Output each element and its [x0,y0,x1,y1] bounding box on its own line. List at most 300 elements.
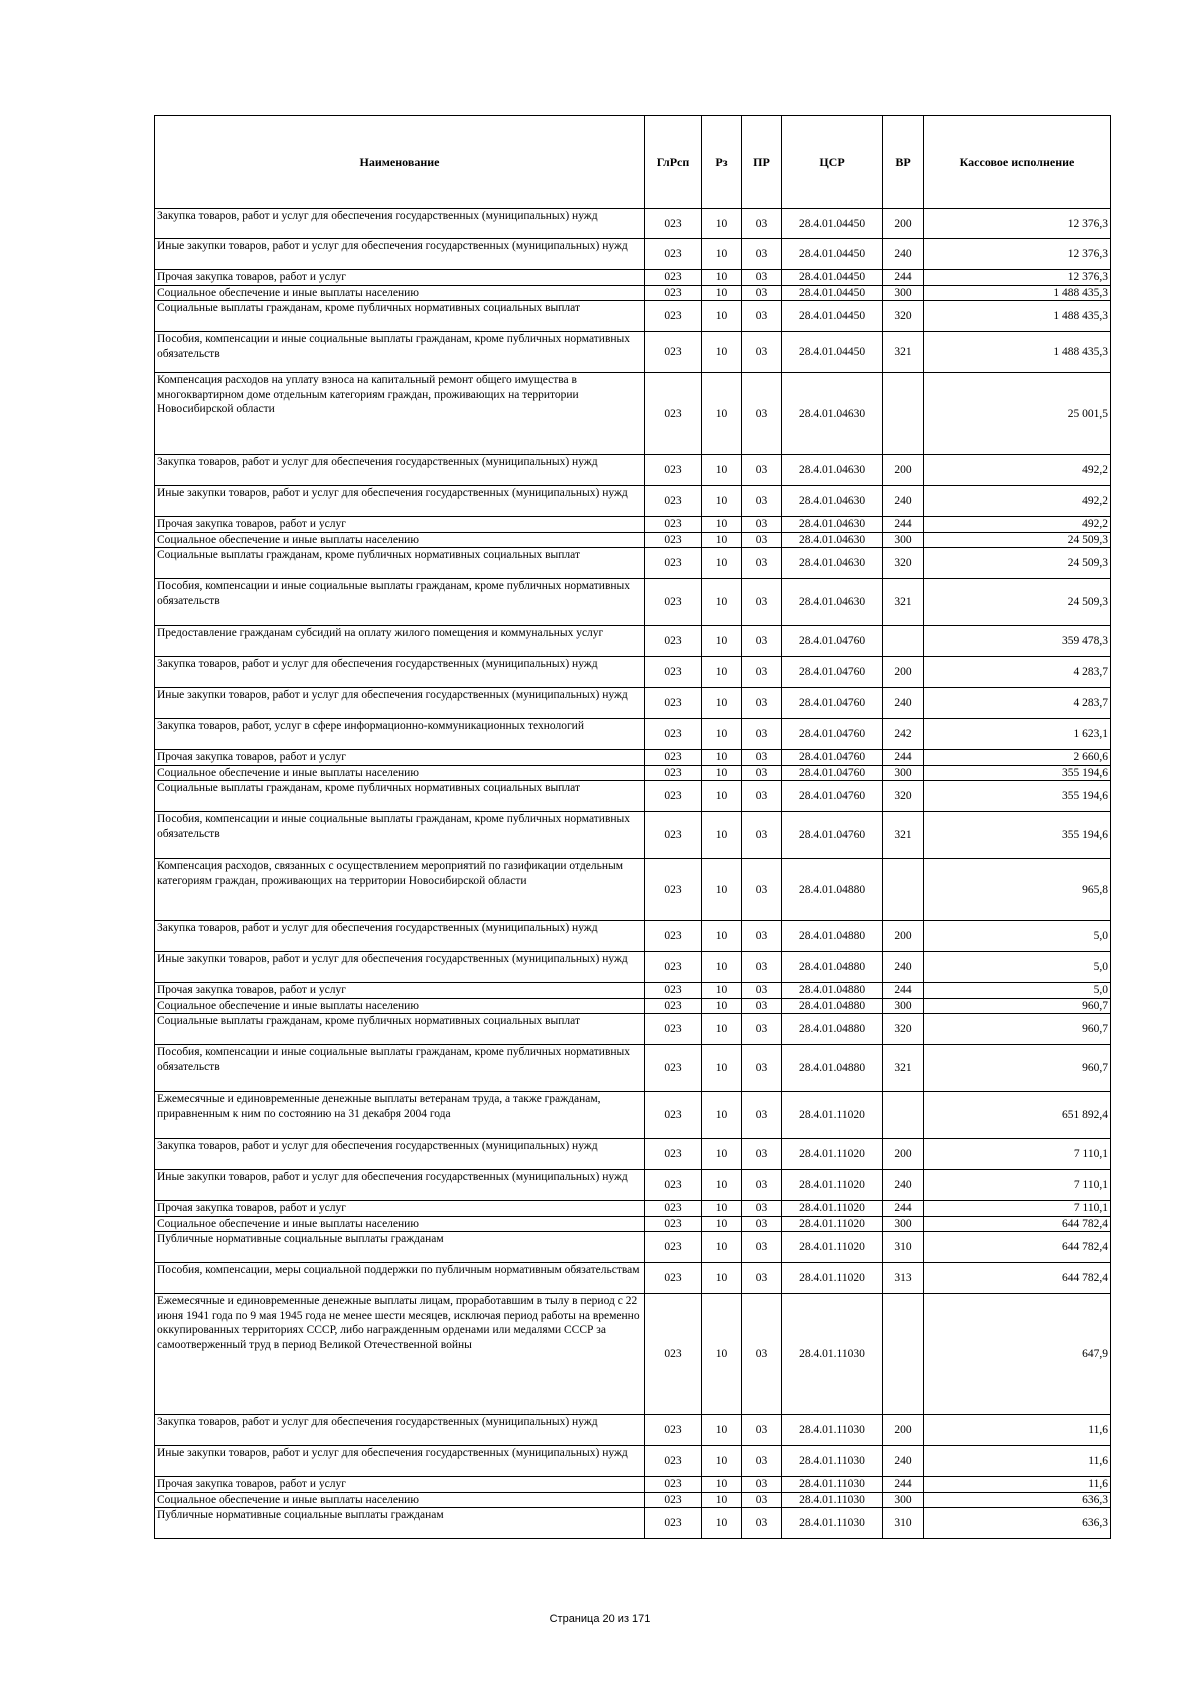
cell-vr: 300 [883,1492,924,1508]
cell-glrsp: 023 [645,626,702,657]
cell-pr: 03 [742,657,782,688]
cell-name: Прочая закупка товаров, работ и услуг [155,1201,645,1217]
cell-rz: 10 [702,921,742,952]
cell-vr: 321 [883,812,924,859]
cell-amount: 960,7 [924,1014,1111,1045]
cell-glrsp: 023 [645,532,702,548]
cell-vr: 300 [883,765,924,781]
cell-csr: 28.4.01.04760 [782,765,883,781]
cell-name: Социальные выплаты гражданам, кроме публичных нормативных социальных выплат [155,548,645,579]
cell-name: Социальное обеспечение и иные выплаты населению [155,1216,645,1232]
cell-vr: 310 [883,1508,924,1539]
cell-rz: 10 [702,332,742,373]
cell-csr: 28.4.01.04450 [782,270,883,286]
cell-csr: 28.4.01.11020 [782,1216,883,1232]
cell-name: Иные закупки товаров, работ и услуг для обеспечения государственных (муниципальных) нужд [155,952,645,983]
cell-glrsp: 023 [645,209,702,239]
cell-name: Прочая закупка товаров, работ и услуг [155,983,645,999]
cell-vr: 244 [883,270,924,286]
table-row [155,1139,1111,1170]
cell-amount: 355 194,6 [924,812,1111,859]
cell-csr: 28.4.01.04630 [782,373,883,455]
cell-rz: 10 [702,1477,742,1493]
table-row [155,998,1111,1014]
cell-vr: 240 [883,1446,924,1477]
cell-name: Компенсация расходов на уплату взноса на капитальный ремонт общего имущества в многоквартирном доме отдельным категориям граждан, проживающих на территории Новосибирской области [155,373,645,455]
page-number: Страница 20 из 171 [549,1613,651,1625]
cell-csr: 28.4.01.04630 [782,486,883,517]
cell-csr: 28.4.01.04760 [782,750,883,766]
cell-name: Иные закупки товаров, работ и услуг для обеспечения государственных (муниципальных) нужд [155,1170,645,1201]
cell-amount: 647,9 [924,1294,1111,1415]
table-row [155,1294,1111,1415]
cell-rz: 10 [702,1045,742,1092]
table-row [155,1263,1111,1294]
cell-glrsp: 023 [645,1446,702,1477]
cell-csr: 28.4.01.11020 [782,1201,883,1217]
cell-amount: 24 509,3 [924,548,1111,579]
cell-pr: 03 [742,626,782,657]
cell-vr [883,626,924,657]
cell-pr: 03 [742,952,782,983]
cell-csr: 28.4.01.04880 [782,1014,883,1045]
table-row [155,1446,1111,1477]
cell-name: Закупка товаров, работ и услуг для обеспечения государственных (муниципальных) нужд [155,455,645,486]
cell-csr: 28.4.01.11020 [782,1170,883,1201]
cell-vr: 320 [883,781,924,812]
cell-amount: 636,3 [924,1508,1111,1539]
cell-glrsp: 023 [645,750,702,766]
cell-csr: 28.4.01.04760 [782,812,883,859]
table-body [155,209,1111,1539]
cell-glrsp: 023 [645,952,702,983]
table-row [155,1415,1111,1446]
table-row [155,209,1111,239]
cell-pr: 03 [742,548,782,579]
table-row [155,626,1111,657]
cell-vr: 244 [883,1477,924,1493]
cell-glrsp: 023 [645,517,702,533]
cell-amount: 12 376,3 [924,239,1111,270]
cell-vr: 242 [883,719,924,750]
column-header-glrsp: ГлРсп [645,116,702,209]
table-row [155,1201,1111,1217]
cell-name: Прочая закупка товаров, работ и услуг [155,517,645,533]
column-header-pr: ПР [742,116,782,209]
cell-vr: 313 [883,1263,924,1294]
cell-name: Социальное обеспечение и иные выплаты населению [155,765,645,781]
cell-pr: 03 [742,688,782,719]
cell-glrsp: 023 [645,1294,702,1415]
cell-glrsp: 023 [645,781,702,812]
cell-rz: 10 [702,1092,742,1139]
cell-amount: 7 110,1 [924,1201,1111,1217]
cell-vr: 244 [883,517,924,533]
cell-rz: 10 [702,1294,742,1415]
cell-name: Иные закупки товаров, работ и услуг для обеспечения государственных (муниципальных) нужд [155,1446,645,1477]
cell-rz: 10 [702,1201,742,1217]
cell-amount: 5,0 [924,921,1111,952]
cell-pr: 03 [742,1477,782,1493]
table-row [155,270,1111,286]
cell-vr: 200 [883,209,924,239]
cell-vr [883,859,924,921]
cell-pr: 03 [742,983,782,999]
cell-amount: 25 001,5 [924,373,1111,455]
cell-amount: 4 283,7 [924,688,1111,719]
cell-glrsp: 023 [645,332,702,373]
cell-rz: 10 [702,1216,742,1232]
cell-glrsp: 023 [645,657,702,688]
cell-csr: 28.4.01.04630 [782,455,883,486]
cell-amount: 11,6 [924,1415,1111,1446]
cell-pr: 03 [742,765,782,781]
cell-name: Прочая закупка товаров, работ и услуг [155,750,645,766]
table-row [155,1477,1111,1493]
cell-vr: 200 [883,1415,924,1446]
cell-glrsp: 023 [645,1045,702,1092]
cell-name: Социальные выплаты гражданам, кроме публичных нормативных социальных выплат [155,301,645,332]
cell-rz: 10 [702,270,742,286]
table-row [155,1170,1111,1201]
table-row [155,921,1111,952]
cell-csr: 28.4.01.11030 [782,1415,883,1446]
cell-csr: 28.4.01.04450 [782,332,883,373]
cell-rz: 10 [702,626,742,657]
cell-glrsp: 023 [645,373,702,455]
cell-csr: 28.4.01.04760 [782,719,883,750]
column-header-amount: Кассовое исполнение [924,116,1111,209]
cell-name: Закупка товаров, работ, услуг в сфере информационно-коммуникационных технологий [155,719,645,750]
cell-csr: 28.4.01.11030 [782,1492,883,1508]
cell-name: Пособия, компенсации и иные социальные выплаты гражданам, кроме публичных нормативных обязательств [155,1045,645,1092]
cell-rz: 10 [702,579,742,626]
cell-glrsp: 023 [645,270,702,286]
cell-amount: 1 488 435,3 [924,332,1111,373]
cell-csr: 28.4.01.04880 [782,983,883,999]
table-row [155,719,1111,750]
cell-rz: 10 [702,859,742,921]
cell-amount: 651 892,4 [924,1092,1111,1139]
cell-vr: 300 [883,998,924,1014]
cell-vr: 321 [883,1045,924,1092]
cell-rz: 10 [702,765,742,781]
cell-glrsp: 023 [645,1415,702,1446]
cell-vr: 240 [883,952,924,983]
cell-glrsp: 023 [645,1216,702,1232]
column-header-name: Наименование [155,116,645,209]
cell-rz: 10 [702,1415,742,1446]
cell-vr: 310 [883,1232,924,1263]
table-header-row [155,116,1111,209]
cell-amount: 7 110,1 [924,1170,1111,1201]
cell-rz: 10 [702,548,742,579]
cell-rz: 10 [702,209,742,239]
cell-pr: 03 [742,455,782,486]
cell-amount: 7 110,1 [924,1139,1111,1170]
table-row [155,765,1111,781]
cell-pr: 03 [742,285,782,301]
cell-rz: 10 [702,998,742,1014]
cell-rz: 10 [702,952,742,983]
cell-name: Социальное обеспечение и иные выплаты населению [155,285,645,301]
cell-pr: 03 [742,719,782,750]
cell-vr: 240 [883,688,924,719]
cell-name: Иные закупки товаров, работ и услуг для обеспечения государственных (муниципальных) нужд [155,486,645,517]
cell-glrsp: 023 [645,688,702,719]
cell-rz: 10 [702,719,742,750]
cell-pr: 03 [742,1014,782,1045]
cell-glrsp: 023 [645,983,702,999]
cell-name: Пособия, компенсации и иные социальные выплаты гражданам, кроме публичных нормативных обязательств [155,579,645,626]
table-row [155,373,1111,455]
cell-pr: 03 [742,373,782,455]
cell-csr: 28.4.01.04630 [782,548,883,579]
cell-glrsp: 023 [645,1508,702,1539]
cell-amount: 1 488 435,3 [924,285,1111,301]
cell-pr: 03 [742,859,782,921]
cell-csr: 28.4.01.04630 [782,532,883,548]
cell-rz: 10 [702,517,742,533]
cell-vr: 200 [883,657,924,688]
cell-pr: 03 [742,1508,782,1539]
cell-rz: 10 [702,373,742,455]
cell-amount: 24 509,3 [924,532,1111,548]
cell-vr [883,1294,924,1415]
cell-amount: 644 782,4 [924,1232,1111,1263]
cell-vr: 240 [883,1170,924,1201]
cell-name: Социальное обеспечение и иные выплаты населению [155,998,645,1014]
cell-vr: 300 [883,1216,924,1232]
cell-pr: 03 [742,1446,782,1477]
cell-rz: 10 [702,1263,742,1294]
cell-name: Публичные нормативные социальные выплаты гражданам [155,1232,645,1263]
cell-name: Иные закупки товаров, работ и услуг для обеспечения государственных (муниципальных) нужд [155,239,645,270]
cell-vr [883,1092,924,1139]
table-row [155,486,1111,517]
cell-csr: 28.4.01.04880 [782,952,883,983]
table-row [155,517,1111,533]
cell-glrsp: 023 [645,1232,702,1263]
cell-name: Предоставление гражданам субсидий на оплату жилого помещения и коммунальных услуг [155,626,645,657]
cell-name: Публичные нормативные социальные выплаты гражданам [155,1508,645,1539]
cell-rz: 10 [702,1170,742,1201]
table-row [155,455,1111,486]
budget-table [154,115,1111,1539]
cell-csr: 28.4.01.11030 [782,1477,883,1493]
cell-glrsp: 023 [645,579,702,626]
cell-rz: 10 [702,983,742,999]
cell-pr: 03 [742,781,782,812]
cell-rz: 10 [702,657,742,688]
cell-name: Пособия, компенсации и иные социальные выплаты гражданам, кроме публичных нормативных обязательств [155,332,645,373]
cell-pr: 03 [742,517,782,533]
cell-amount: 11,6 [924,1477,1111,1493]
table-row [155,688,1111,719]
cell-rz: 10 [702,1232,742,1263]
cell-name: Ежемесячные и единовременные денежные выплаты лицам, проработавшим в тылу в период с 22 июня 1941 года по 9 мая 1945 года не менее шести месяцев, исключая период работы на временно оккупированных территориях СССР, либо награжденным орденами или медалями СССР за самоотверженный труд в период Великой Отечественной войны [155,1294,645,1415]
cell-glrsp: 023 [645,1092,702,1139]
cell-name: Закупка товаров, работ и услуг для обеспечения государственных (муниципальных) нужд [155,1415,645,1446]
cell-amount: 4 283,7 [924,657,1111,688]
cell-csr: 28.4.01.04880 [782,998,883,1014]
cell-pr: 03 [742,1092,782,1139]
cell-vr: 240 [883,239,924,270]
cell-csr: 28.4.01.04880 [782,921,883,952]
table-row [155,1216,1111,1232]
cell-rz: 10 [702,1014,742,1045]
cell-pr: 03 [742,332,782,373]
cell-vr: 320 [883,1014,924,1045]
cell-csr: 28.4.01.04450 [782,301,883,332]
cell-glrsp: 023 [645,1477,702,1493]
cell-name: Закупка товаров, работ и услуг для обеспечения государственных (муниципальных) нужд [155,209,645,239]
cell-amount: 12 376,3 [924,270,1111,286]
cell-pr: 03 [742,1294,782,1415]
cell-vr: 244 [883,1201,924,1217]
cell-pr: 03 [742,1232,782,1263]
cell-vr: 300 [883,532,924,548]
cell-rz: 10 [702,688,742,719]
cell-pr: 03 [742,1201,782,1217]
cell-glrsp: 023 [645,1139,702,1170]
table-row [155,1045,1111,1092]
cell-name: Закупка товаров, работ и услуг для обеспечения государственных (муниципальных) нужд [155,921,645,952]
cell-amount: 24 509,3 [924,579,1111,626]
cell-vr: 200 [883,921,924,952]
cell-csr: 28.4.01.11020 [782,1092,883,1139]
cell-amount: 960,7 [924,1045,1111,1092]
table-row [155,1492,1111,1508]
cell-amount: 355 194,6 [924,765,1111,781]
cell-csr: 28.4.01.11020 [782,1139,883,1170]
cell-amount: 644 782,4 [924,1216,1111,1232]
cell-amount: 492,2 [924,455,1111,486]
table-row [155,239,1111,270]
table-row [155,812,1111,859]
cell-vr: 320 [883,548,924,579]
cell-csr: 28.4.01.04880 [782,859,883,921]
cell-csr: 28.4.01.11030 [782,1446,883,1477]
cell-vr: 321 [883,579,924,626]
cell-vr: 200 [883,455,924,486]
table-row [155,1014,1111,1045]
cell-name: Ежемесячные и единовременные денежные выплаты ветеранам труда, а также гражданам, приравненным к ним по состоянию на 31 декабря 2004 года [155,1092,645,1139]
table-row [155,1508,1111,1539]
cell-amount: 492,2 [924,517,1111,533]
cell-name: Закупка товаров, работ и услуг для обеспечения государственных (муниципальных) нужд [155,1139,645,1170]
cell-pr: 03 [742,1415,782,1446]
cell-csr: 28.4.01.11030 [782,1508,883,1539]
cell-csr: 28.4.01.04760 [782,688,883,719]
cell-glrsp: 023 [645,1492,702,1508]
cell-glrsp: 023 [645,1263,702,1294]
column-header-vr: ВР [883,116,924,209]
cell-vr [883,373,924,455]
cell-pr: 03 [742,209,782,239]
column-header-rz: Рз [702,116,742,209]
cell-rz: 10 [702,486,742,517]
cell-rz: 10 [702,455,742,486]
cell-pr: 03 [742,1216,782,1232]
cell-name: Пособия, компенсации, меры социальной поддержки по публичным нормативным обязательствам [155,1263,645,1294]
cell-pr: 03 [742,301,782,332]
cell-csr: 28.4.01.04760 [782,781,883,812]
cell-pr: 03 [742,921,782,952]
cell-pr: 03 [742,1139,782,1170]
cell-name: Социальные выплаты гражданам, кроме публичных нормативных социальных выплат [155,1014,645,1045]
table-row [155,750,1111,766]
cell-glrsp: 023 [645,719,702,750]
cell-name: Прочая закупка товаров, работ и услуг [155,1477,645,1493]
cell-glrsp: 023 [645,812,702,859]
cell-vr: 321 [883,332,924,373]
cell-glrsp: 023 [645,455,702,486]
cell-name: Иные закупки товаров, работ и услуг для обеспечения государственных (муниципальных) нужд [155,688,645,719]
cell-csr: 28.4.01.04880 [782,1045,883,1092]
cell-name: Закупка товаров, работ и услуг для обеспечения государственных (муниципальных) нужд [155,657,645,688]
cell-glrsp: 023 [645,998,702,1014]
cell-amount: 5,0 [924,952,1111,983]
cell-amount: 5,0 [924,983,1111,999]
cell-amount: 12 376,3 [924,209,1111,239]
cell-glrsp: 023 [645,1201,702,1217]
cell-pr: 03 [742,239,782,270]
cell-glrsp: 023 [645,239,702,270]
cell-rz: 10 [702,532,742,548]
column-header-csr: ЦСР [782,116,883,209]
cell-rz: 10 [702,750,742,766]
cell-glrsp: 023 [645,1014,702,1045]
cell-glrsp: 023 [645,1170,702,1201]
table-row [155,983,1111,999]
table-row [155,301,1111,332]
table-row [155,532,1111,548]
cell-csr: 28.4.01.04450 [782,285,883,301]
cell-amount: 965,8 [924,859,1111,921]
cell-name: Социальное обеспечение и иные выплаты населению [155,532,645,548]
table-row [155,332,1111,373]
cell-rz: 10 [702,1139,742,1170]
cell-rz: 10 [702,285,742,301]
table-row [155,579,1111,626]
cell-pr: 03 [742,750,782,766]
cell-name: Социальное обеспечение и иные выплаты населению [155,1492,645,1508]
cell-glrsp: 023 [645,921,702,952]
cell-amount: 960,7 [924,998,1111,1014]
table-row [155,859,1111,921]
cell-csr: 28.4.01.04450 [782,209,883,239]
cell-vr: 320 [883,301,924,332]
cell-amount: 636,3 [924,1492,1111,1508]
table-row [155,781,1111,812]
cell-csr: 28.4.01.04450 [782,239,883,270]
cell-amount: 1 488 435,3 [924,301,1111,332]
cell-csr: 28.4.01.04760 [782,657,883,688]
cell-rz: 10 [702,812,742,859]
cell-rz: 10 [702,1446,742,1477]
cell-glrsp: 023 [645,285,702,301]
cell-csr: 28.4.01.11020 [782,1263,883,1294]
cell-amount: 359 478,3 [924,626,1111,657]
cell-glrsp: 023 [645,486,702,517]
cell-vr: 244 [883,983,924,999]
cell-glrsp: 023 [645,301,702,332]
cell-rz: 10 [702,239,742,270]
table-row [155,285,1111,301]
table-row [155,1092,1111,1139]
cell-amount: 11,6 [924,1446,1111,1477]
